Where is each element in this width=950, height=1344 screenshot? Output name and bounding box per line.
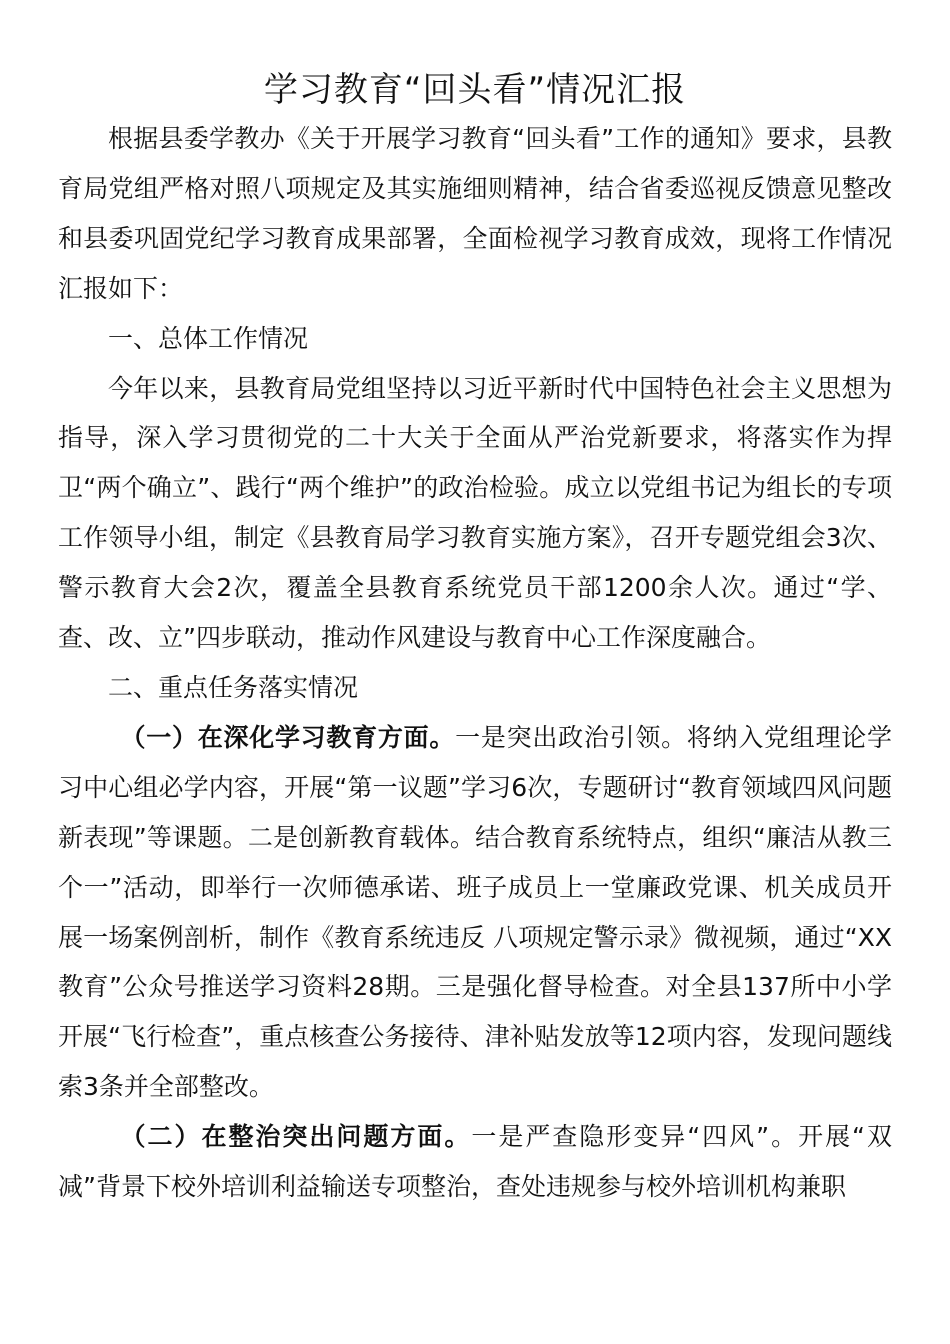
section-2-item-2-text: 一是严查隐形变异“四风”。开展“双减”背景下校外培训利益输送专项整治，查处违规参与校外培训机构兼职 bbox=[58, 1122, 892, 1202]
section-2-item-1-text: 一是突出政治引领。将纳入党组理论学习中心组必学内容，开展“第一议题”学习6次，专题研讨“教育领域四风问题新表现”等课题。二是创新教育载体。结合教育系统特点，组织“廉洁从教三个一”活动，即举行一次师德承诺、班子成员上一堂廉政党课、机关成员开展一场案例剖析，制作《教育系统违反 八项规定警示录》微视频，通过“XX教育”公众号推送学习资料28期。三是强化督导检查。对全县137所中小学开展“飞行检查”，重点核查公务接待、津补贴发放等12项内容，发现问题线索3条并全部整改。 bbox=[58, 722, 892, 1102]
section-2-item-1 bbox=[58, 713, 892, 1112]
section-2-item-2 bbox=[58, 1112, 892, 1212]
intro-paragraph: 根据县委学教办《关于开展学习教育“回头看”工作的通知》要求，县教育局党组严格对照八项规定及其实施细则精神，结合省委巡视反馈意见整改和县委巩固党纪学习教育成果部署，全面检视学习教育成效，现将工作情况汇报如下： bbox=[58, 124, 892, 303]
section-2-heading: 二、重点任务落实情况 bbox=[108, 672, 359, 702]
document-title: 学习教育“回头看”情况汇报 bbox=[263, 70, 687, 110]
section-1-heading: 一、总体工作情况 bbox=[108, 323, 309, 353]
section-2-item-2-lead: （二）在整治突出问题方面。 bbox=[120, 1122, 472, 1152]
document-body bbox=[58, 114, 892, 1212]
section-2-item-1-lead: （一）在深化学习教育方面。 bbox=[120, 722, 456, 752]
section-1-paragraph: 今年以来，县教育局党组坚持以习近平新时代中国特色社会主义思想为指导，深入学习贯彻党的二十大关于全面从严治党新要求，将落实作为捍卫“两个确立”、践行“两个维护”的政治检验。成立以党组书记为组长的专项工作领导小组，制定《县教育局学习教育实施方案》，召开专题党组会3次、警示教育大会2次，覆盖全县教育系统党员干部1200余人次。通过“学、查、改、立”四步联动，推动作风建设与教育中心工作深度融合。 bbox=[58, 373, 892, 653]
